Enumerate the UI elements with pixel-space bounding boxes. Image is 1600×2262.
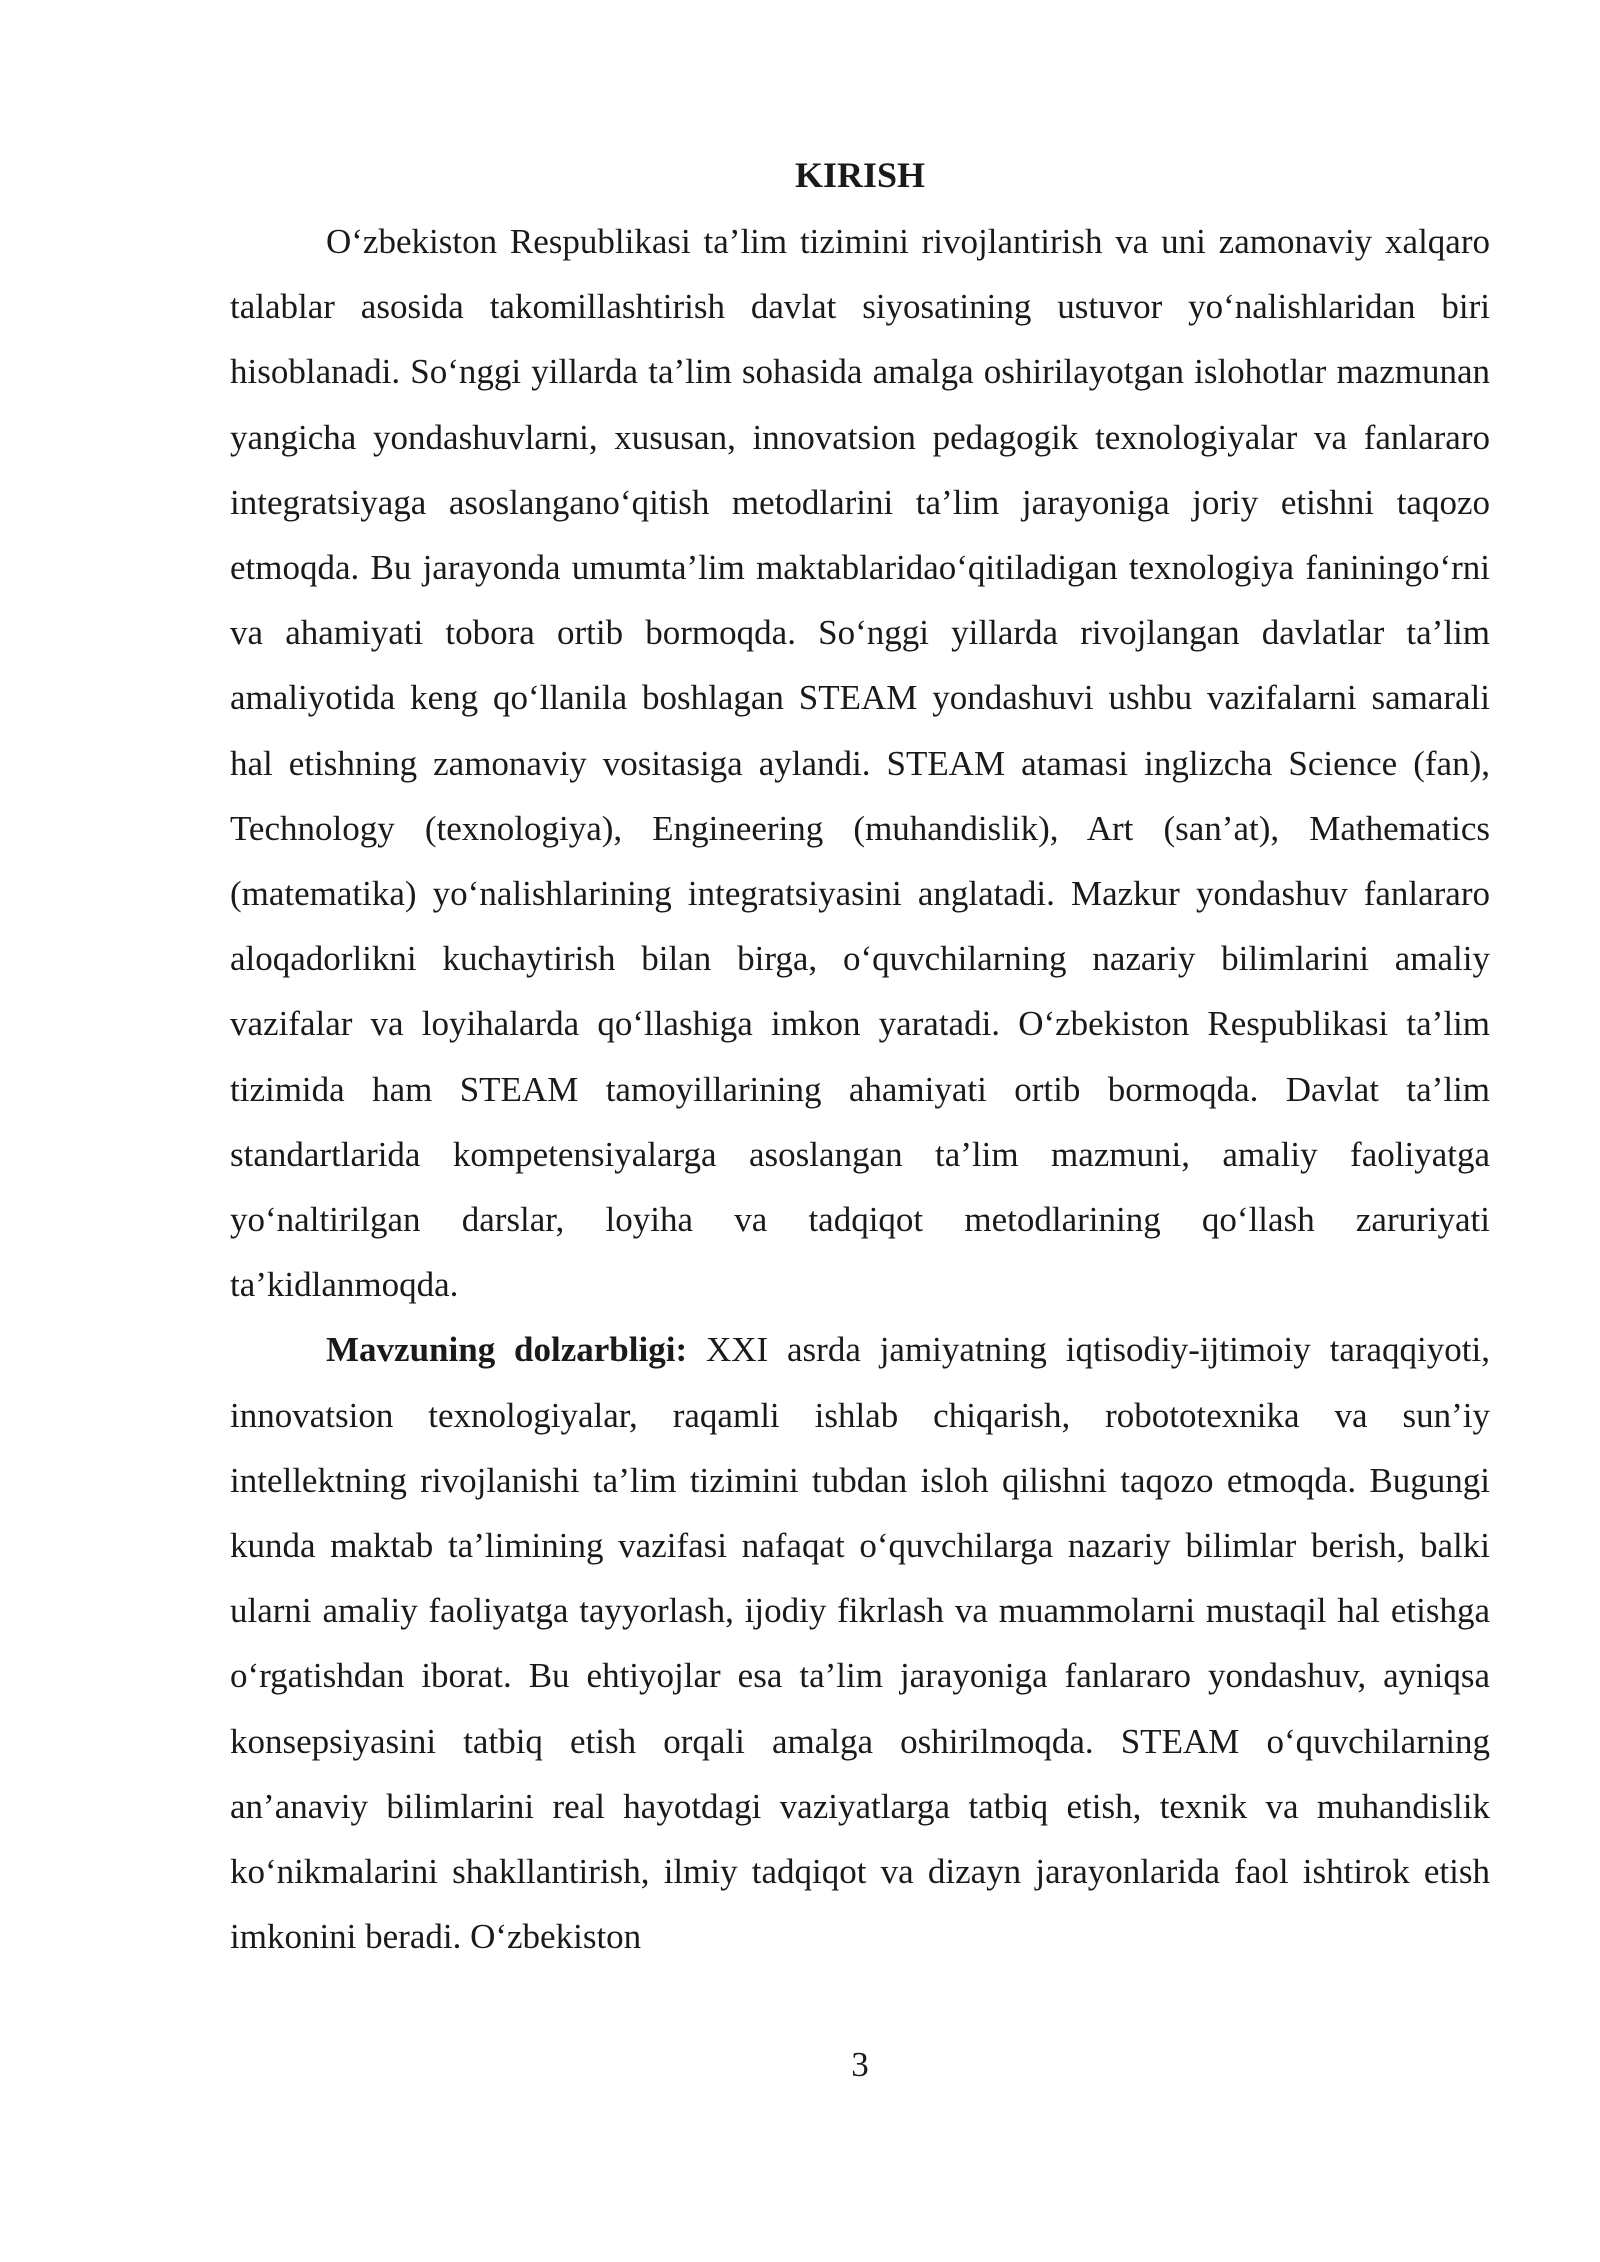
- body-text: [230, 209, 1490, 1969]
- relevance-heading: Mavzuning dolzarbligi:: [326, 1330, 688, 1370]
- paragraph-relevance: [230, 1317, 1490, 1969]
- page-title: KIRISH: [794, 155, 926, 195]
- paragraph-intro: O‘zbekiston Respublikasi ta’lim tizimini rivojlantirish va uni zamonaviy xalqaro talablar asosida takomillashtirish davlat siyosatining ustuvor yo‘nalishlaridan biri hisoblanadi. So‘nggi yillarda ta’lim sohasida amalga oshirilayotgan islohotlar mazmunan yangicha yondashuvlarni, xususan, innovatsion pedagogik texnologiyalar va fanlararo integratsiyaga asoslangano‘qitish metodlarini ta’lim jarayoniga joriy etishni taqozo etmoqda. Bu jarayonda umumta’lim maktablaridao‘qitiladigan texnologiya faniningo‘rni va ahamiyati tobora ortib bormoqda. So‘nggi yillarda rivojlangan davlatlar ta’lim amaliyotida keng qo‘llanila boshlagan STEAM yondashuvi ushbu vazifalarni samarali hal etishning zamonaviy vositasiga aylandi. STEAM atamasi inglizcha Science (fan), Technology (texnologiya), Engineering (muhandislik), Art (san’at), Mathematics (matematika) yo‘nalishlarining integratsiyasini anglatadi. Mazkur yondashuv fanlararo aloqadorlikni kuchaytirish bilan birga, o‘quvchilarning nazariy bilimlarini amaliy vazifalar va loyihalarda qo‘llashiga imkon yaratadi. O‘zbekiston Respublikasi ta’lim tizimida ham STEAM tamoyillarining ahamiyati ortib bormoqda. Davlat ta’lim standartlarida kompetensiyalarga asoslangan ta’lim mazmuni, amaliy faoliyatga yo‘naltirilgan darslar, loyiha va tadqiqot metodlarining qo‘llash zaruriyati ta’kidlanmoqda.: [230, 222, 1490, 1305]
- page-number: 3: [851, 2045, 869, 2084]
- relevance-text: XXI asrda jamiyatning iqtisodiy-ijtimoiy taraqqiyoti, innovatsion texnologiyalar, raqamli ishlab chiqarish, robototexnika va sun’iy intellektning rivojlanishi ta’lim tizimini tubdan isloh qilishni taqozo etmoqda. Bugungi kunda maktab ta’limining vazifasi nafaqat o‘quvchilarga nazariy bilimlar berish, balki ularni amaliy faoliyatga tayyorlash, ijodiy fikrlash va muammolarni mustaqil hal etishga o‘rgatishdan iborat. Bu ehtiyojlar esa ta’lim jarayoniga fanlararo yondashuv, ayniqsa konsepsiyasini tatbiq etish orqali amalga oshirilmoqda. STEAM o‘quvchilarning an’anaviy bilimlarini real hayotdagi vaziyatlarga tatbiq etish, texnik va muhandislik ko‘nikmalarini shakllantirish, ilmiy tadqiqot va dizayn jarayonlarida faol ishtirok etish imkonini beradi. O‘zbekiston: [230, 1330, 1490, 1957]
